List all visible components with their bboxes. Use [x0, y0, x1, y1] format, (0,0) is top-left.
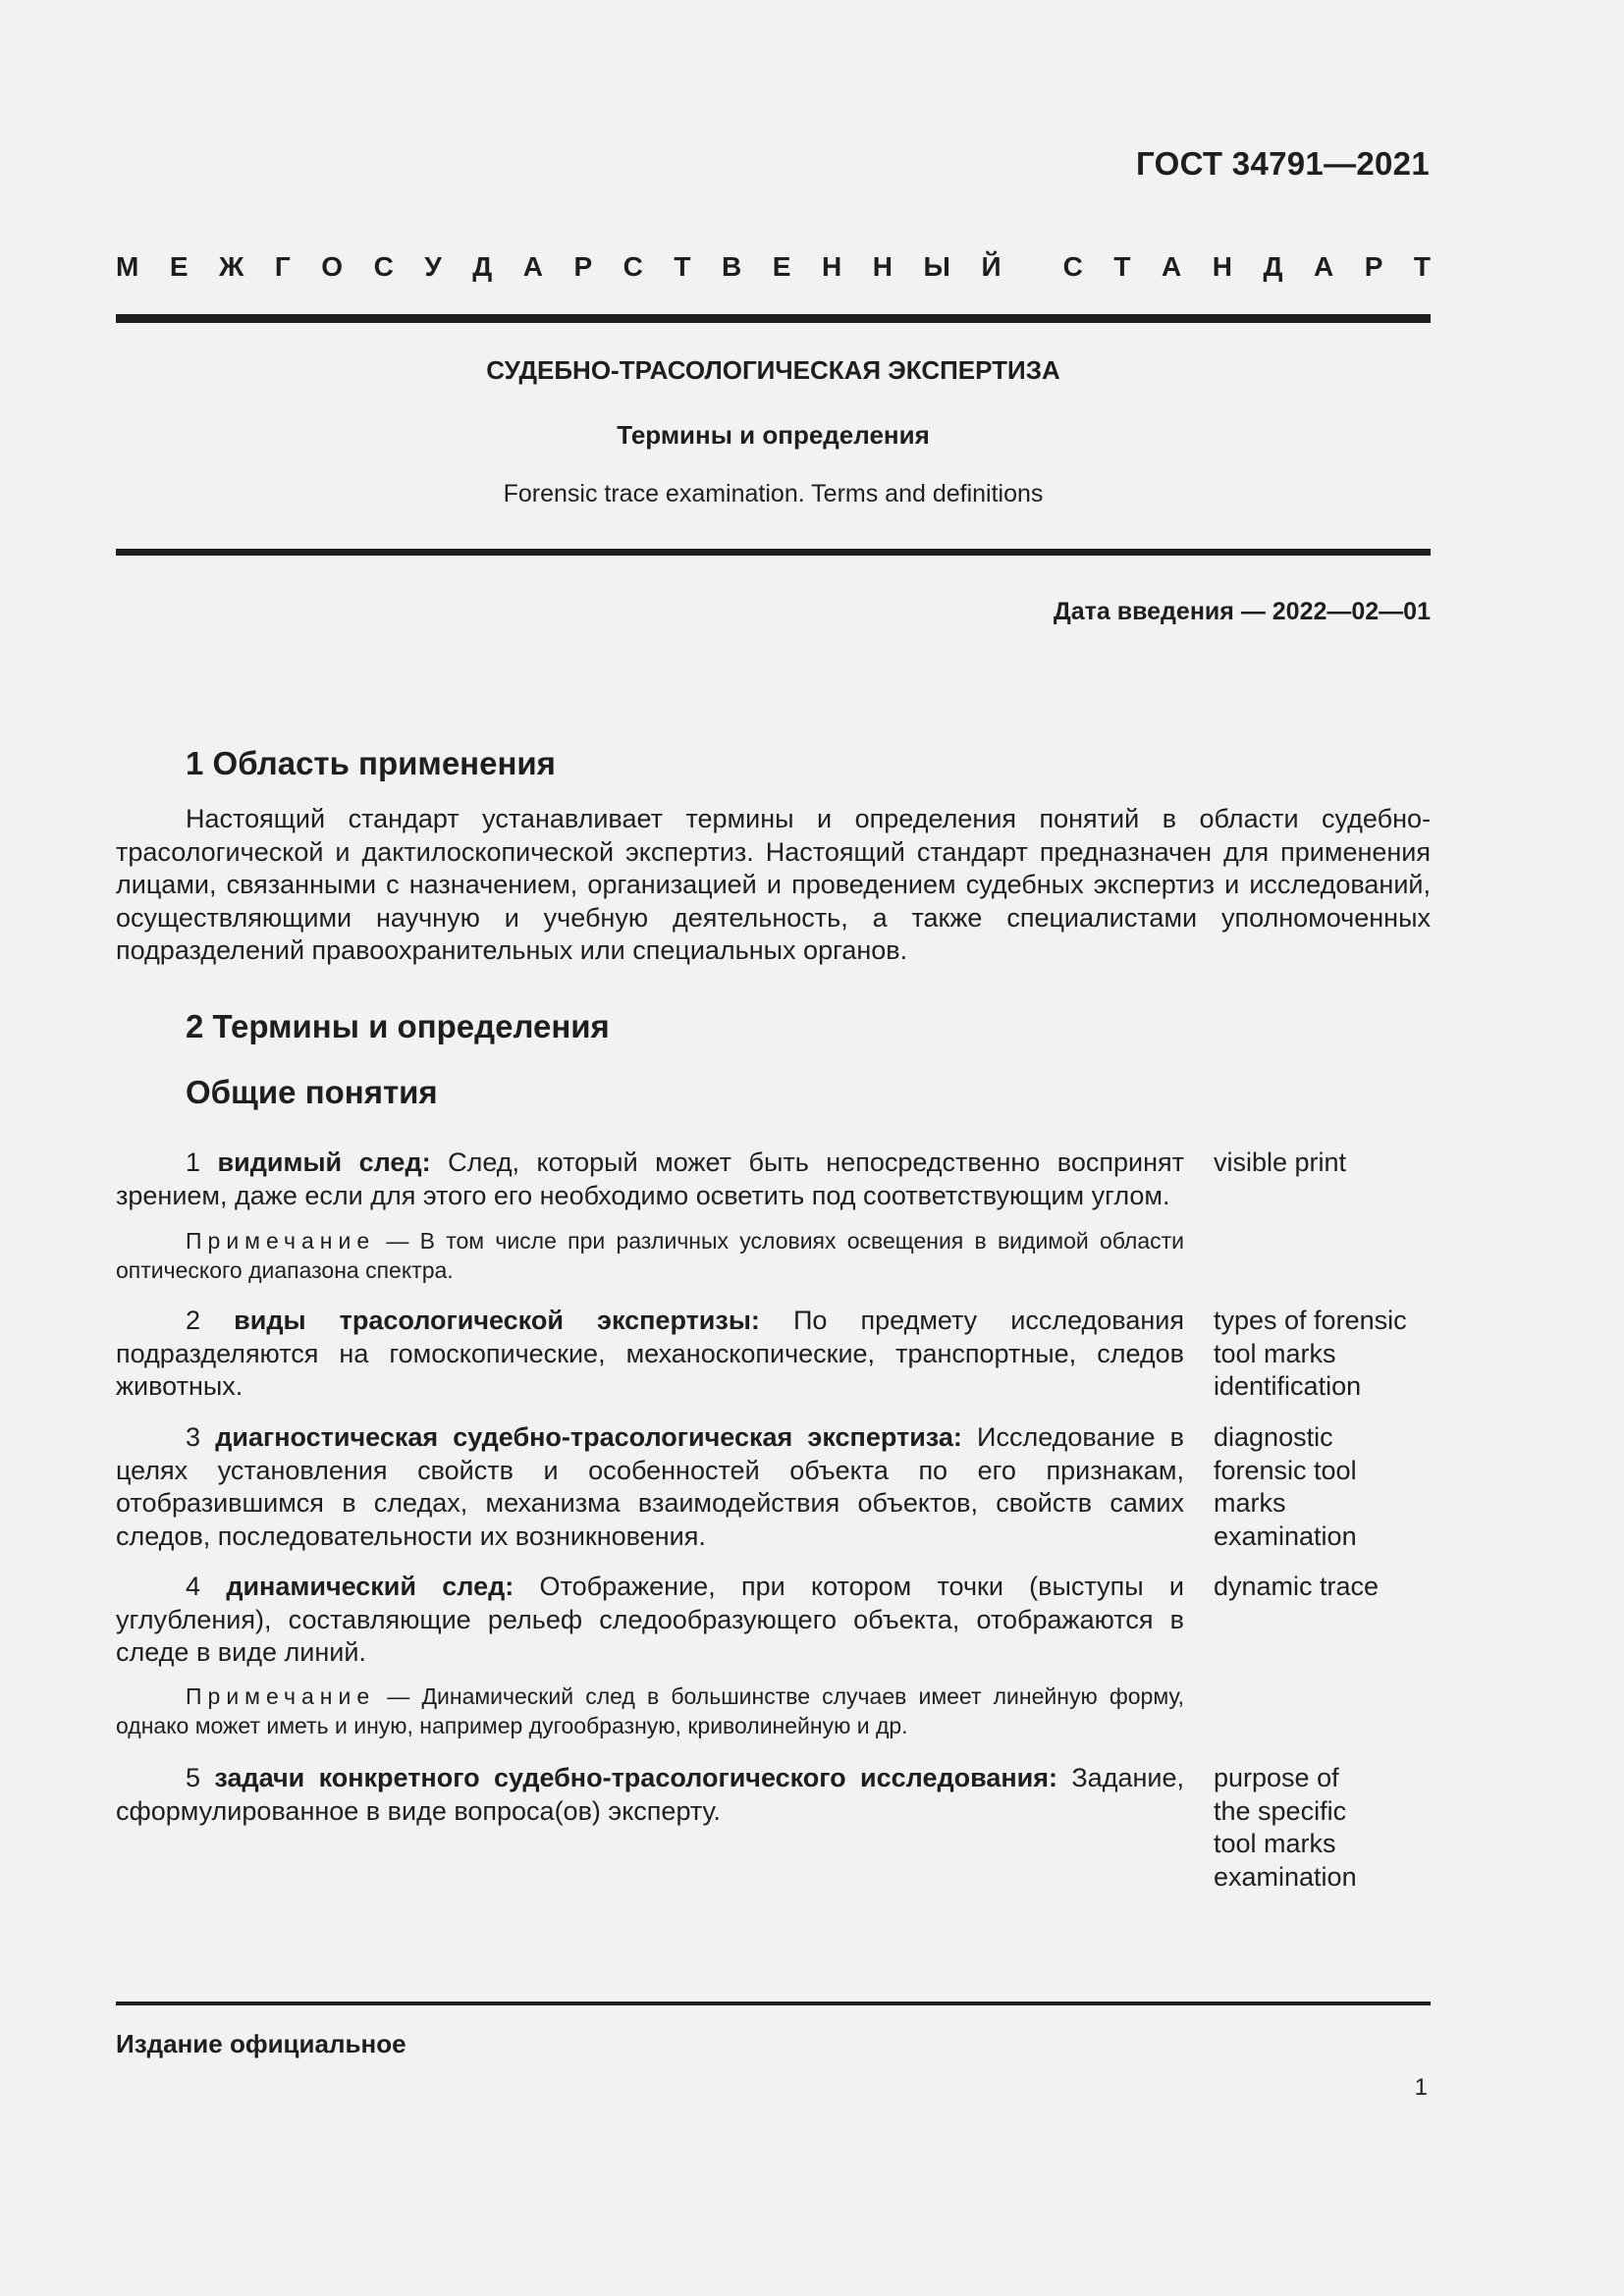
section-heading-terms: 2 Термины и определения: [186, 1008, 610, 1044]
term-name: динамический след:: [226, 1572, 514, 1601]
term-definition: След, который может быть непосредственно воспринят зрением, даже если для этого его необходимо осветить под соответствующим углом.: [116, 1148, 1184, 1210]
banner-letter: М: [116, 251, 139, 282]
term-english: purpose of the specific tool marks examination: [1214, 1763, 1357, 1892]
scope-paragraph: Настоящий стандарт устанавливает термины и определения понятий в области судебно-трасологической и дактилоскопической экспертиз. Настоящий стандарт предназначен для применения лицами, связанными с назначением, организацией и проведением судебных экспертиз и исследований, осуществляющими научную и учебную деятельность, а также специалистами уполномоченных подразделений правоохранительных или специальных органов.: [116, 804, 1431, 965]
banner-letter: А: [1313, 251, 1334, 282]
term-entry: [116, 1305, 1184, 1404]
document-code: ГОСТ 34791—2021: [1136, 145, 1430, 182]
section-heading-scope: 1 Область применения: [186, 745, 556, 781]
banner-letter: Е: [169, 251, 189, 282]
term-definition: Задание, сформулированное в виде вопроса(ов) эксперту.: [116, 1763, 1184, 1826]
header-divider: [116, 314, 1431, 323]
note-text: — В том числе при различных условиях освещения в видимой области оптического диапазона спектра.: [116, 1228, 1185, 1283]
banner-letter: А: [1161, 251, 1182, 282]
banner-letter: О: [321, 251, 344, 282]
note-label: Примечание: [186, 1228, 376, 1254]
banner-letter: Т: [674, 251, 691, 282]
term-definition: Отображение, при котором точки (выступы и углубления), составляющие рельеф следообразующего объекта, отображаются в следе в виде линий.: [116, 1572, 1184, 1667]
note-label: Примечание: [186, 1683, 376, 1709]
term-number: 5: [186, 1763, 201, 1792]
note-text: — Динамический след в большинстве случаев имеет линейную форму, однако может иметь и иную, например дугообразную, криволинейную и др.: [116, 1683, 1185, 1738]
banner-letter: Т: [1413, 251, 1431, 282]
term-entry: [116, 1421, 1184, 1553]
title-divider: [116, 549, 1431, 556]
banner-letter: Г: [274, 251, 291, 282]
subsection-heading-general: Общие понятия: [186, 1074, 438, 1110]
banner-letter: Д: [472, 251, 493, 282]
term-english: types of forensic tool marks identification: [1214, 1306, 1407, 1401]
banner-letter: Д: [1263, 251, 1283, 282]
banner-letter: Р: [573, 251, 593, 282]
banner-letter: Й: [981, 251, 1001, 282]
document-english-title: Forensic trace examination. Terms and definitions: [503, 480, 1044, 507]
standard-banner: [116, 251, 1431, 283]
term-number: 1: [186, 1148, 201, 1177]
banner-letter: Н: [872, 251, 893, 282]
term-name: видимый след:: [217, 1148, 431, 1177]
term-note: [116, 1226, 1184, 1285]
term-definition: По предмету исследования подразделяются на гомоскопические, механоскопические, транспортные, следов животных.: [116, 1306, 1184, 1401]
banner-letter: Ж: [219, 251, 244, 282]
banner-letter: У: [424, 251, 442, 282]
term-number: 3: [186, 1422, 201, 1452]
term-name: задачи конкретного судебно-трасологического исследования:: [214, 1763, 1058, 1792]
term-entry: [116, 1762, 1184, 1828]
term-english: visible print: [1214, 1148, 1347, 1177]
footer-divider: [116, 2002, 1431, 2005]
banner-letter: Ы: [923, 251, 950, 282]
term-note: [116, 1682, 1184, 1740]
term-number: 4: [186, 1572, 201, 1601]
banner-letter: Т: [1113, 251, 1131, 282]
banner-letter: Р: [1364, 251, 1383, 282]
banner-letter: С: [623, 251, 643, 282]
term-entry: [116, 1147, 1184, 1212]
term-english: dynamic trace: [1214, 1572, 1380, 1601]
term-english: diagnostic forensic tool marks examination: [1214, 1422, 1357, 1551]
edition-label: Издание официальное: [116, 2029, 406, 2058]
banner-letter: С: [1062, 251, 1083, 282]
term-number: 2: [186, 1306, 201, 1335]
term-definition: Исследование в целях установления свойств и особенностей объекта по его признакам, отобразившимся в следах, механизма взаимодействия объектов, свойств самих следов, последовательности их возникновения.: [116, 1422, 1184, 1551]
page-number: 1: [1414, 2074, 1428, 2101]
term-name: диагностическая судебно-трасологическая экспертиза:: [215, 1422, 962, 1452]
banner-letter: Е: [772, 251, 791, 282]
banner-letter: А: [522, 251, 543, 282]
document-subtitle: Термины и определения: [617, 420, 930, 450]
document-title: СУДЕБНО-ТРАСОЛОГИЧЕСКАЯ ЭКСПЕРТИЗА: [486, 355, 1060, 385]
introduction-date: Дата введения — 2022—02—01: [1053, 598, 1431, 625]
term-entry: [116, 1571, 1184, 1670]
term-name: виды трасологической экспертизы:: [234, 1306, 760, 1335]
banner-letter: Н: [822, 251, 842, 282]
banner-letter: С: [373, 251, 394, 282]
banner-letter: Н: [1212, 251, 1232, 282]
banner-letter: В: [722, 251, 742, 282]
